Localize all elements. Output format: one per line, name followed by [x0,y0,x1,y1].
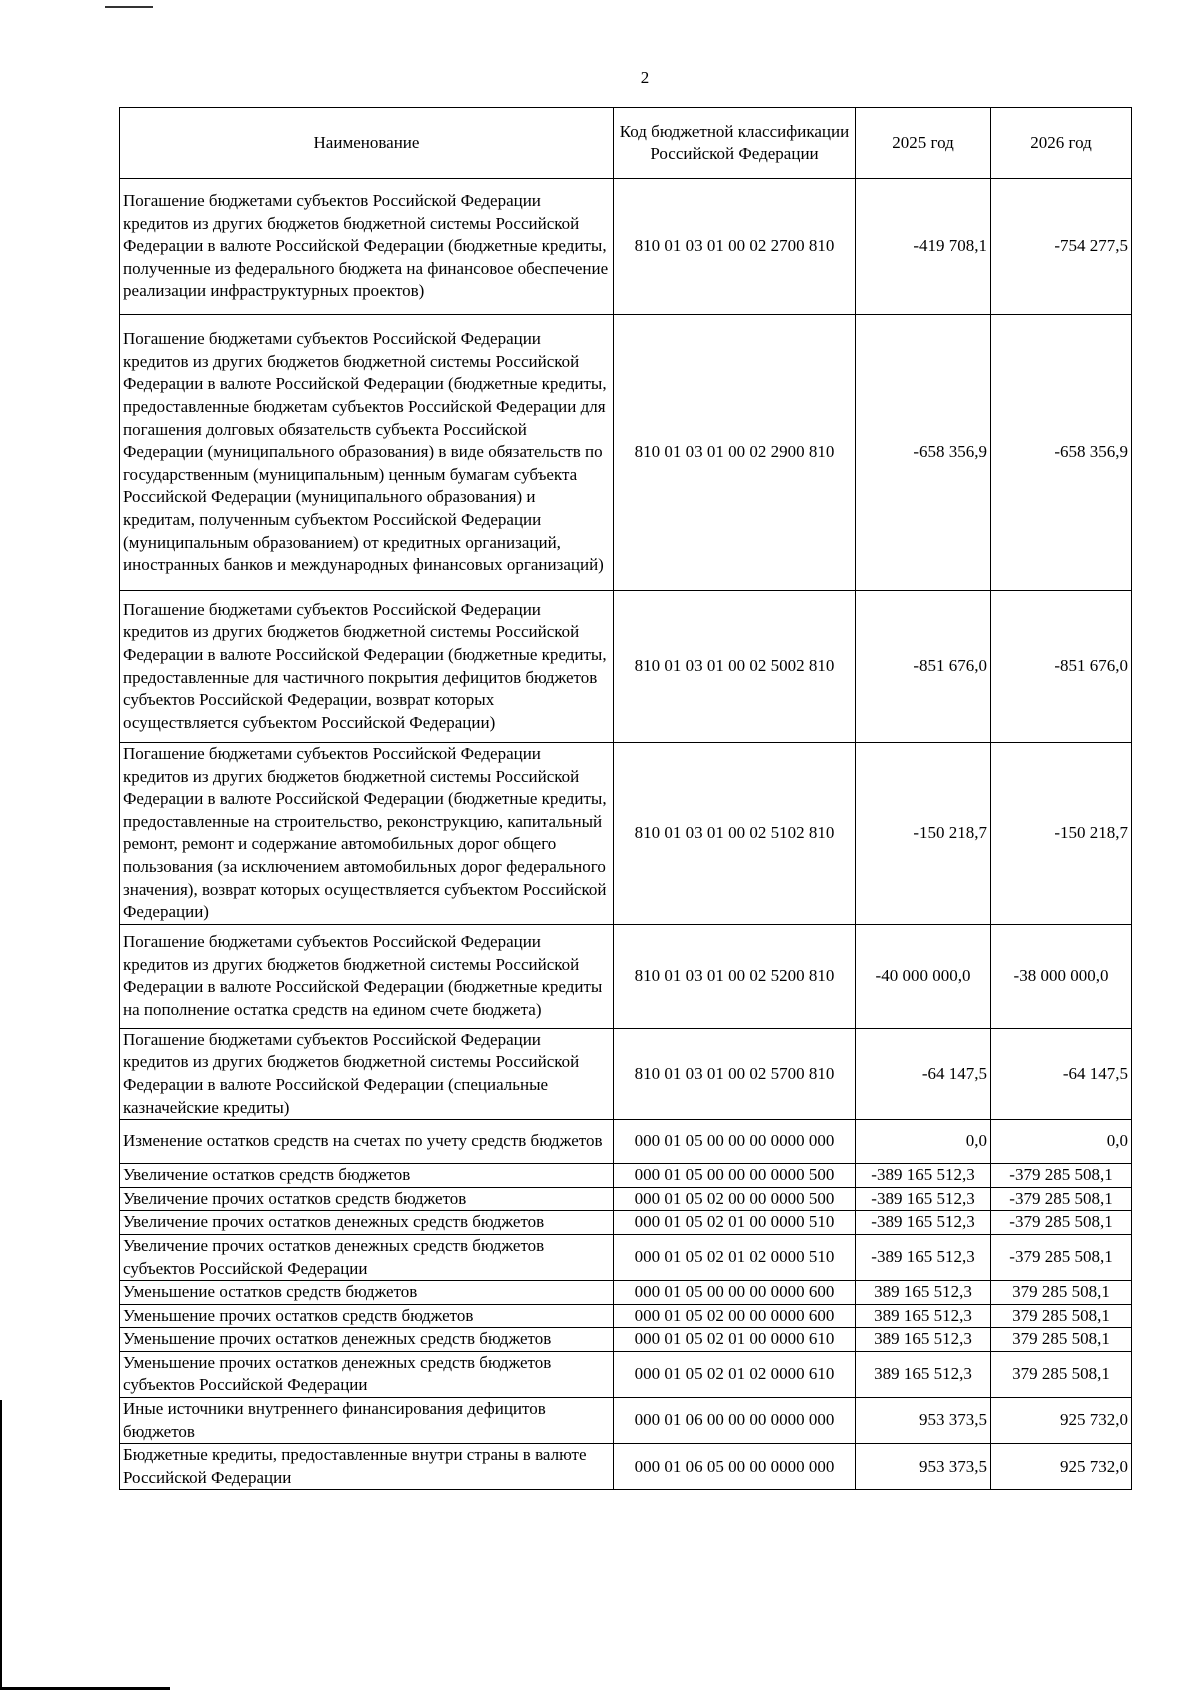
row-value-2026: -658 356,9 [991,315,1132,591]
header-year-2025: 2025 год [856,108,991,179]
row-value-2025: -389 165 512,3 [856,1211,991,1235]
row-value-2025: 389 165 512,3 [856,1281,991,1305]
row-code: 000 01 05 02 00 00 0000 600 [614,1304,856,1328]
table-row [120,1304,1132,1328]
row-value-2026: -754 277,5 [991,179,1132,315]
row-value-2025: -389 165 512,3 [856,1187,991,1211]
row-code: 810 01 03 01 00 02 2700 810 [614,179,856,315]
table-row [120,1328,1132,1352]
row-code: 810 01 03 01 00 02 5002 810 [614,591,856,743]
row-name: Уменьшение прочих остатков денежных средств бюджетов субъектов Российской Федерации [120,1351,614,1397]
row-value-2025: -658 356,9 [856,315,991,591]
row-name: Увеличение прочих остатков денежных средств бюджетов субъектов Российской Федерации [120,1234,614,1280]
table-row [120,179,1132,315]
row-code: 810 01 03 01 00 02 5700 810 [614,1028,856,1119]
row-name: Уменьшение прочих остатков средств бюджетов [120,1304,614,1328]
row-value-2025: 389 165 512,3 [856,1351,991,1397]
row-value-2026: 379 285 508,1 [991,1351,1132,1397]
table-row [120,1187,1132,1211]
row-value-2026: -851 676,0 [991,591,1132,743]
table-row [120,1234,1132,1280]
row-name: Бюджетные кредиты, предоставленные внутри страны в валюте Российской Федерации [120,1444,614,1490]
row-code: 000 01 06 00 00 00 0000 000 [614,1398,856,1444]
row-code: 810 01 03 01 00 02 2900 810 [614,315,856,591]
row-name: Изменение остатков средств на счетах по учету средств бюджетов [120,1120,614,1164]
row-value-2025: -389 165 512,3 [856,1234,991,1280]
row-name: Погашение бюджетами субъектов Российской Федерации кредитов из других бюджетов бюджетной системы Российской Федерации в валюте Российской Федерации (бюджетные кредиты на пополнение остатка средств на едином счете бюджета) [120,924,614,1028]
row-name: Уменьшение остатков средств бюджетов [120,1281,614,1305]
row-value-2025: 953 373,5 [856,1398,991,1444]
row-code: 810 01 03 01 00 02 5200 810 [614,924,856,1028]
row-name: Погашение бюджетами субъектов Российской Федерации кредитов из других бюджетов бюджетной системы Российской Федерации в валюте Российской Федерации (бюджетные кредиты, предоставленные для частичного покрытия дефицитов бюджетов субъектов Российской Федерации, возврат которых осуществляется субъектом Российской Федерации) [120,591,614,743]
row-value-2026: 379 285 508,1 [991,1328,1132,1352]
row-code: 000 01 05 02 01 00 0000 510 [614,1211,856,1235]
row-value-2025: -150 218,7 [856,743,991,925]
table-row [120,1028,1132,1119]
table-row [120,1211,1132,1235]
row-code: 000 01 05 02 01 02 0000 510 [614,1234,856,1280]
row-value-2025: 0,0 [856,1120,991,1164]
row-value-2025: 953 373,5 [856,1444,991,1490]
row-code: 810 01 03 01 00 02 5102 810 [614,743,856,925]
table-body [120,179,1132,1490]
row-value-2025: -64 147,5 [856,1028,991,1119]
table-header-row [120,108,1132,179]
table-row [120,591,1132,743]
row-code: 000 01 05 02 01 02 0000 610 [614,1351,856,1397]
row-name: Уменьшение прочих остатков денежных средств бюджетов [120,1328,614,1352]
scan-mark [105,6,153,8]
row-value-2025: -389 165 512,3 [856,1164,991,1188]
header-year-2026: 2026 год [991,108,1132,179]
row-name: Увеличение остатков средств бюджетов [120,1164,614,1188]
table-row [120,315,1132,591]
row-code: 000 01 05 00 00 00 0000 000 [614,1120,856,1164]
row-value-2025: 389 165 512,3 [856,1304,991,1328]
row-name: Иные источники внутреннего финансирования дефицитов бюджетов [120,1398,614,1444]
row-code: 000 01 05 00 00 00 0000 600 [614,1281,856,1305]
table-row [120,1120,1132,1164]
page-number: 2 [640,68,650,87]
row-value-2026: -379 285 508,1 [991,1164,1132,1188]
row-value-2025: -851 676,0 [856,591,991,743]
row-name: Увеличение прочих остатков средств бюджетов [120,1187,614,1211]
row-code: 000 01 05 00 00 00 0000 500 [614,1164,856,1188]
row-value-2025: 389 165 512,3 [856,1328,991,1352]
row-value-2026: -38 000 000,0 [991,924,1132,1028]
table-row [120,743,1132,925]
row-value-2025: -419 708,1 [856,179,991,315]
row-value-2026: 379 285 508,1 [991,1304,1132,1328]
row-value-2026: -64 147,5 [991,1028,1132,1119]
row-name: Увеличение прочих остатков денежных средств бюджетов [120,1211,614,1235]
row-code: 000 01 05 02 00 00 0000 500 [614,1187,856,1211]
row-value-2026: -150 218,7 [991,743,1132,925]
row-name: Погашение бюджетами субъектов Российской Федерации кредитов из других бюджетов бюджетной системы Российской Федерации в валюте Российской Федерации (бюджетные кредиты, предоставленные на строительство, реконструкцию, капитальный ремонт, ремонт и содержание автомобильных дорог общего пользования (за исключением автомобильных дорог федерального значения), возврат которых осуществляется субъектом Российской Федерации) [120,743,614,925]
row-name: Погашение бюджетами субъектов Российской Федерации кредитов из других бюджетов бюджетной системы Российской Федерации в валюте Российской Федерации (специальные казначейские кредиты) [120,1028,614,1119]
row-value-2026: -379 285 508,1 [991,1211,1132,1235]
row-value-2026: -379 285 508,1 [991,1187,1132,1211]
row-name: Погашение бюджетами субъектов Российской Федерации кредитов из других бюджетов бюджетной системы Российской Федерации в валюте Российской Федерации (бюджетные кредиты, предоставленные бюджетам субъектов Российской Федерации для погашения долговых обязательств субъекта Российской Федерации (муниципального образования) в виде обязательств по государственным (муниципальным) ценным бумагам субъекта Российской Федерации (муниципального образования) и кредитам, полученным субъектом Российской Федерации (муниципальным образованием) от кредитных организаций, иностранных банков и международных финансовых организаций) [120,315,614,591]
row-value-2026: -379 285 508,1 [991,1234,1132,1280]
table-row [120,1398,1132,1444]
header-name: Наименование [120,108,614,179]
table-row [120,924,1132,1028]
row-value-2026: 379 285 508,1 [991,1281,1132,1305]
row-code: 000 01 05 02 01 00 0000 610 [614,1328,856,1352]
table-row [120,1351,1132,1397]
row-value-2026: 925 732,0 [991,1398,1132,1444]
table-row [120,1281,1132,1305]
row-name: Погашение бюджетами субъектов Российской Федерации кредитов из других бюджетов бюджетной системы Российской Федерации в валюте Российской Федерации (бюджетные кредиты, полученные из федерального бюджета на финансовое обеспечение реализации инфраструктурных проектов) [120,179,614,315]
row-code: 000 01 06 05 00 00 0000 000 [614,1444,856,1490]
table-row [120,1164,1132,1188]
row-value-2026: 925 732,0 [991,1444,1132,1490]
scan-edge-left [0,1400,2,1690]
budget-sources-table [119,107,1132,1490]
header-code: Код бюджетной классификации Российской Федерации [614,108,856,179]
row-value-2026: 0,0 [991,1120,1132,1164]
row-value-2025: -40 000 000,0 [856,924,991,1028]
table-row [120,1444,1132,1490]
